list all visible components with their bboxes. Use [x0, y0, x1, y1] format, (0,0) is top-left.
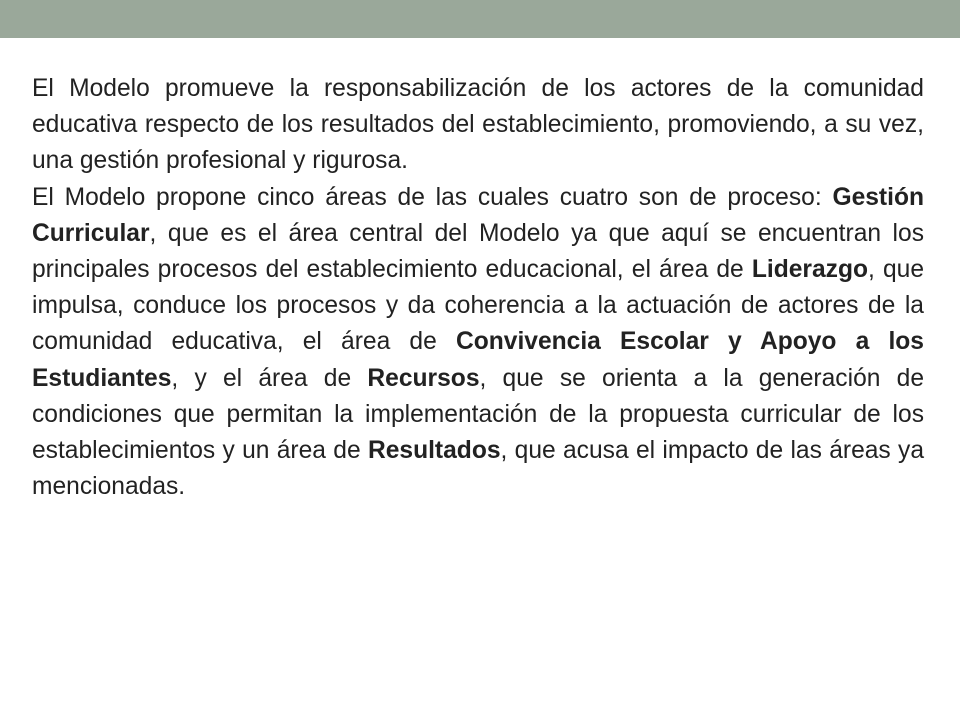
area-gestion-curricular-desc: , que es el área central del Modelo ya que aquí se encuentran los principales procesos del establecimiento educacional, el área de — [32, 219, 924, 284]
area-gestion-curricular: Gestión Curricular — [32, 183, 924, 247]
area-liderazgo-desc: , que impulsa, conduce los procesos y da coherencia a la actuación de actores de la comunidad educativa, el área de — [32, 256, 925, 356]
areas-intro: El Modelo propone cinco áreas de las cuales cuatro son de proceso: — [32, 183, 833, 211]
area-convivencia-escolar: Convivencia Escolar y Apoyo a los Estudiantes — [32, 328, 924, 392]
paragraph-responsabilizacion: El Modelo promueve la responsabilización de los actores de la comunidad educativa respecto de los resultados del establecimiento, promoviendo, a su vez, una gestión profesional y rigurosa. — [32, 75, 924, 175]
slide-body — [32, 71, 924, 505]
area-resultados: Resultados — [367, 437, 501, 465]
slide-header-bar — [0, 0, 960, 38]
area-resultados-desc: , que acusa el impacto de las áreas ya mencionadas. — [32, 437, 925, 501]
area-recursos-desc: , que se orienta a la generación de condiciones que permitan la implementación de la propuesta curricular de los establecimientos y un área de — [32, 364, 925, 465]
paragraph-areas — [32, 180, 924, 506]
area-liderazgo: Liderazgo — [751, 256, 869, 284]
area-recursos: Recursos — [367, 364, 480, 392]
area-convivencia-escolar-desc: , y el área de — [171, 364, 368, 392]
